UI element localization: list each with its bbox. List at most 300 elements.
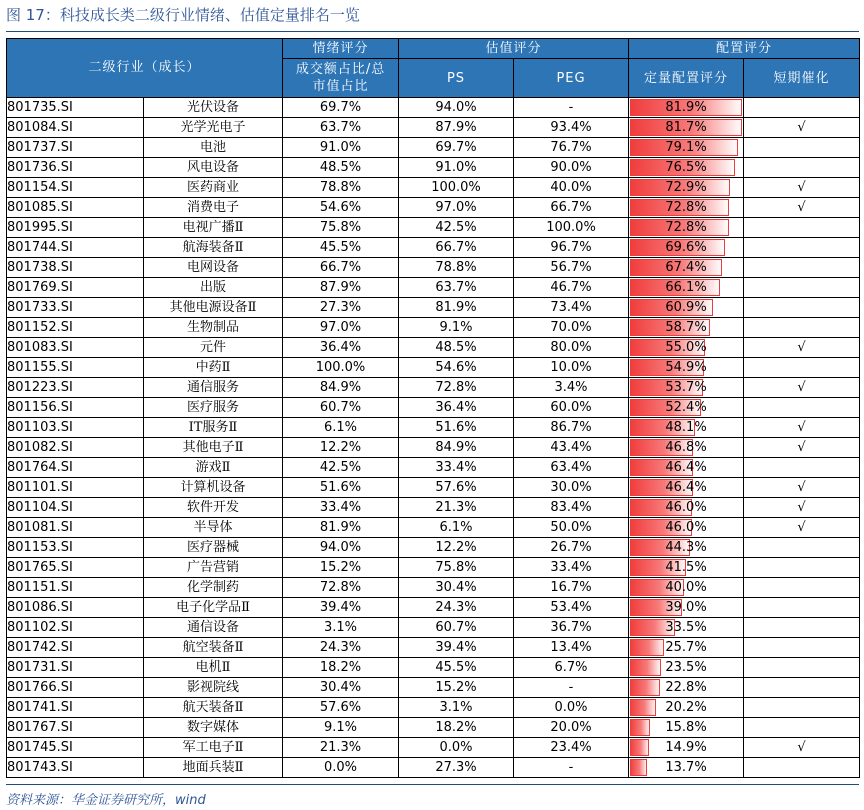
turnover-ratio: 12.2% xyxy=(283,438,399,458)
table-row xyxy=(7,678,860,698)
turnover-ratio: 51.6% xyxy=(283,478,399,498)
industry-name: 军工电子Ⅱ xyxy=(144,738,283,758)
industry-code: 801085.SI xyxy=(7,198,144,218)
industry-code: 801769.SI xyxy=(7,278,144,298)
score-value: 72.8% xyxy=(665,219,707,235)
industry-name: 电机Ⅱ xyxy=(144,658,283,678)
quant-score xyxy=(629,198,744,218)
table-row xyxy=(7,458,860,478)
score-bar xyxy=(630,759,647,776)
industry-code: 801738.SI xyxy=(7,258,144,278)
industry-name: 电子化学品Ⅱ xyxy=(144,598,283,618)
table-row xyxy=(7,238,860,258)
turnover-ratio: 42.5% xyxy=(283,458,399,478)
score-value: 15.8% xyxy=(665,719,707,735)
industry-name: 航海装备Ⅱ xyxy=(144,238,283,258)
score-value: 25.7% xyxy=(665,639,707,655)
industry-name: 航空装备Ⅱ xyxy=(144,638,283,658)
catalyst-header: 短期催化 xyxy=(744,59,860,98)
peg-score: 26.7% xyxy=(514,538,629,558)
table-row xyxy=(7,118,860,138)
ps-score: 6.1% xyxy=(399,518,514,538)
quant-score xyxy=(629,458,744,478)
peg-score: - xyxy=(514,98,629,118)
catalyst-mark: √ xyxy=(744,418,860,438)
catalyst-mark xyxy=(744,698,860,718)
peg-score: 36.7% xyxy=(514,618,629,638)
peg-score: 13.4% xyxy=(514,638,629,658)
turnover-ratio: 9.1% xyxy=(283,718,399,738)
turnover-ratio: 6.1% xyxy=(283,418,399,438)
ps-score: 42.5% xyxy=(399,218,514,238)
turnover-ratio: 27.3% xyxy=(283,298,399,318)
table-row xyxy=(7,218,860,238)
ps-score: 78.8% xyxy=(399,258,514,278)
catalyst-mark xyxy=(744,238,860,258)
peg-score: 93.4% xyxy=(514,118,629,138)
peg-score: 33.4% xyxy=(514,558,629,578)
industry-name: 出版 xyxy=(144,278,283,298)
industry-code: 801745.SI xyxy=(7,738,144,758)
peg-score: 43.4% xyxy=(514,438,629,458)
catalyst-mark: √ xyxy=(744,478,860,498)
peg-score: 56.7% xyxy=(514,258,629,278)
table-row xyxy=(7,258,860,278)
industry-name: 地面兵装Ⅱ xyxy=(144,758,283,778)
quant-score xyxy=(629,218,744,238)
quant-score xyxy=(629,558,744,578)
quant-score xyxy=(629,338,744,358)
ps-score: 94.0% xyxy=(399,98,514,118)
ps-score: 21.3% xyxy=(399,498,514,518)
industry-code: 801995.SI xyxy=(7,218,144,238)
peg-score: 16.7% xyxy=(514,578,629,598)
catalyst-mark: √ xyxy=(744,118,860,138)
industry-code: 801153.SI xyxy=(7,538,144,558)
industry-code: 801086.SI xyxy=(7,598,144,618)
quant-score xyxy=(629,758,744,778)
turnover-ratio: 66.7% xyxy=(283,258,399,278)
turnover-ratio: 72.8% xyxy=(283,578,399,598)
ps-score: 3.1% xyxy=(399,698,514,718)
ps-score: 18.2% xyxy=(399,718,514,738)
table-row xyxy=(7,358,860,378)
turnover-ratio: 3.1% xyxy=(283,618,399,638)
score-value: 46.0% xyxy=(665,499,707,515)
peg-score: 86.7% xyxy=(514,418,629,438)
industry-name: 电视广播Ⅱ xyxy=(144,218,283,238)
turnover-ratio: 97.0% xyxy=(283,318,399,338)
peg-score: 6.7% xyxy=(514,658,629,678)
quant-score xyxy=(629,698,744,718)
peg-score: 53.4% xyxy=(514,598,629,618)
score-value: 54.9% xyxy=(665,359,707,375)
turnover-ratio: 15.2% xyxy=(283,558,399,578)
ps-score: 24.3% xyxy=(399,598,514,618)
ps-score: 54.6% xyxy=(399,358,514,378)
catalyst-mark xyxy=(744,258,860,278)
turnover-ratio: 57.6% xyxy=(283,698,399,718)
quant-score xyxy=(629,478,744,498)
peg-score: 30.0% xyxy=(514,478,629,498)
industry-name: IT服务Ⅱ xyxy=(144,418,283,438)
ps-header: PS xyxy=(399,59,514,98)
table-row xyxy=(7,658,860,678)
peg-score: 100.0% xyxy=(514,218,629,238)
peg-score: - xyxy=(514,758,629,778)
industry-code: 801081.SI xyxy=(7,518,144,538)
turnover-ratio: 63.7% xyxy=(283,118,399,138)
quant-score xyxy=(629,278,744,298)
score-value: 41.5% xyxy=(665,559,707,575)
industry-name: 风电设备 xyxy=(144,158,283,178)
quant-score xyxy=(629,738,744,758)
table-body xyxy=(7,98,860,778)
quant-score xyxy=(629,398,744,418)
industry-name: 其他电子Ⅱ xyxy=(144,438,283,458)
catalyst-mark: √ xyxy=(744,738,860,758)
turnover-ratio-header: 成交额占比/总市值占比 xyxy=(283,59,399,98)
score-value: 53.7% xyxy=(665,379,707,395)
quant-score xyxy=(629,378,744,398)
table-row xyxy=(7,438,860,458)
quant-score xyxy=(629,178,744,198)
turnover-ratio: 75.8% xyxy=(283,218,399,238)
catalyst-mark xyxy=(744,658,860,678)
industry-name: 中药Ⅱ xyxy=(144,358,283,378)
table-row xyxy=(7,538,860,558)
turnover-ratio: 94.0% xyxy=(283,538,399,558)
config-group-header: 配置评分 xyxy=(629,39,860,59)
quant-score xyxy=(629,238,744,258)
ps-score: 0.0% xyxy=(399,738,514,758)
peg-score: - xyxy=(514,678,629,698)
score-value: 76.5% xyxy=(665,159,707,175)
peg-header: PEG xyxy=(514,59,629,98)
industry-name: 光学光电子 xyxy=(144,118,283,138)
table-row xyxy=(7,758,860,778)
ps-score: 84.9% xyxy=(399,438,514,458)
industry-code: 801155.SI xyxy=(7,358,144,378)
table-row xyxy=(7,378,860,398)
score-value: 81.7% xyxy=(665,119,707,135)
ps-score: 60.7% xyxy=(399,618,514,638)
catalyst-mark xyxy=(744,618,860,638)
quant-score xyxy=(629,358,744,378)
catalyst-mark: √ xyxy=(744,178,860,198)
turnover-ratio: 60.7% xyxy=(283,398,399,418)
catalyst-mark xyxy=(744,758,860,778)
industry-code: 801765.SI xyxy=(7,558,144,578)
score-value: 46.4% xyxy=(665,459,707,475)
industry-code: 801736.SI xyxy=(7,158,144,178)
catalyst-mark xyxy=(744,558,860,578)
quant-score xyxy=(629,678,744,698)
table-row xyxy=(7,398,860,418)
score-value: 60.9% xyxy=(665,299,707,315)
industry-code: 801156.SI xyxy=(7,398,144,418)
industry-name: 光伏设备 xyxy=(144,98,283,118)
industry-code: 801731.SI xyxy=(7,658,144,678)
turnover-ratio: 24.3% xyxy=(283,638,399,658)
industry-code: 801741.SI xyxy=(7,698,144,718)
peg-score: 66.7% xyxy=(514,198,629,218)
industry-name: 通信服务 xyxy=(144,378,283,398)
peg-score: 73.4% xyxy=(514,298,629,318)
ps-score: 75.8% xyxy=(399,558,514,578)
industry-name: 医疗服务 xyxy=(144,398,283,418)
industry-name: 航天装备Ⅱ xyxy=(144,698,283,718)
table-row xyxy=(7,618,860,638)
turnover-ratio: 91.0% xyxy=(283,138,399,158)
industry-code: 801223.SI xyxy=(7,378,144,398)
ps-score: 30.4% xyxy=(399,578,514,598)
industry-name: 其他电源设备Ⅱ xyxy=(144,298,283,318)
peg-score: 20.0% xyxy=(514,718,629,738)
ps-score: 33.4% xyxy=(399,458,514,478)
industry-code: 801103.SI xyxy=(7,418,144,438)
table-row xyxy=(7,638,860,658)
industry-code: 801084.SI xyxy=(7,118,144,138)
catalyst-mark: √ xyxy=(744,378,860,398)
peg-score: 90.0% xyxy=(514,158,629,178)
catalyst-mark xyxy=(744,678,860,698)
industry-name: 医药商业 xyxy=(144,178,283,198)
industry-name: 通信设备 xyxy=(144,618,283,638)
peg-score: 96.7% xyxy=(514,238,629,258)
quant-score xyxy=(629,158,744,178)
peg-score: 0.0% xyxy=(514,698,629,718)
industry-code: 801733.SI xyxy=(7,298,144,318)
table-row xyxy=(7,338,860,358)
peg-score: 3.4% xyxy=(514,378,629,398)
industry-code: 801102.SI xyxy=(7,618,144,638)
quant-score xyxy=(629,658,744,678)
catalyst-mark xyxy=(744,638,860,658)
valuation-group-header: 估值评分 xyxy=(399,39,629,59)
table-row xyxy=(7,178,860,198)
catalyst-mark xyxy=(744,458,860,478)
catalyst-mark: √ xyxy=(744,198,860,218)
turnover-ratio: 48.5% xyxy=(283,158,399,178)
industry-code: 801742.SI xyxy=(7,638,144,658)
industry-name: 游戏Ⅱ xyxy=(144,458,283,478)
industry-code: 801082.SI xyxy=(7,438,144,458)
catalyst-mark xyxy=(744,358,860,378)
figure-title: 图 17：科技成长类二级行业情绪、估值定量排名一览 xyxy=(6,6,360,24)
industry-name: 化学制药 xyxy=(144,578,283,598)
score-value: 48.1% xyxy=(665,419,707,435)
industry-name: 电池 xyxy=(144,138,283,158)
industry-code: 801766.SI xyxy=(7,678,144,698)
sentiment-group-header: 情绪评分 xyxy=(283,39,399,59)
industry-name: 数字媒体 xyxy=(144,718,283,738)
score-value: 81.9% xyxy=(665,99,707,115)
turnover-ratio: 81.9% xyxy=(283,518,399,538)
ps-score: 51.6% xyxy=(399,418,514,438)
catalyst-mark xyxy=(744,578,860,598)
quant-score xyxy=(629,418,744,438)
ps-score: 81.9% xyxy=(399,298,514,318)
quant-score xyxy=(629,618,744,638)
catalyst-mark xyxy=(744,598,860,618)
turnover-ratio: 84.9% xyxy=(283,378,399,398)
industry-name: 医疗器械 xyxy=(144,538,283,558)
ps-score: 45.5% xyxy=(399,658,514,678)
table-row xyxy=(7,318,860,338)
peg-score: 10.0% xyxy=(514,358,629,378)
peg-score: 50.0% xyxy=(514,518,629,538)
catalyst-mark: √ xyxy=(744,338,860,358)
ps-score: 97.0% xyxy=(399,198,514,218)
catalyst-mark xyxy=(744,218,860,238)
score-value: 79.1% xyxy=(665,139,707,155)
table-row xyxy=(7,298,860,318)
quant-score xyxy=(629,118,744,138)
industry-code: 801744.SI xyxy=(7,238,144,258)
catalyst-mark xyxy=(744,318,860,338)
source-note: 资料来源：华金证券研究所，wind xyxy=(6,793,206,808)
score-bar xyxy=(630,679,660,696)
peg-score: 83.4% xyxy=(514,498,629,518)
header-row-groups xyxy=(7,39,860,59)
score-value: 46.0% xyxy=(665,519,707,535)
ps-score: 72.8% xyxy=(399,378,514,398)
table-row xyxy=(7,498,860,518)
ps-score: 48.5% xyxy=(399,338,514,358)
ps-score: 57.6% xyxy=(399,478,514,498)
turnover-ratio: 0.0% xyxy=(283,758,399,778)
catalyst-mark: √ xyxy=(744,438,860,458)
table-row xyxy=(7,98,860,118)
ps-score: 87.9% xyxy=(399,118,514,138)
table-row xyxy=(7,738,860,758)
score-bar xyxy=(630,659,661,676)
score-value: 46.8% xyxy=(665,439,707,455)
table-row xyxy=(7,478,860,498)
turnover-ratio: 78.8% xyxy=(283,178,399,198)
industry-name: 计算机设备 xyxy=(144,478,283,498)
table-row xyxy=(7,718,860,738)
industry-code: 801152.SI xyxy=(7,318,144,338)
industry-name: 消费电子 xyxy=(144,198,283,218)
industry-code: 801767.SI xyxy=(7,718,144,738)
score-value: 55.0% xyxy=(665,339,707,355)
ps-score: 39.4% xyxy=(399,638,514,658)
quant-score xyxy=(629,318,744,338)
score-bar xyxy=(630,719,650,736)
peg-score: 40.0% xyxy=(514,178,629,198)
quant-score xyxy=(629,578,744,598)
score-value: 67.4% xyxy=(665,259,707,275)
ps-score: 27.3% xyxy=(399,758,514,778)
score-value: 40.0% xyxy=(665,579,707,595)
industry-code: 801154.SI xyxy=(7,178,144,198)
table-row xyxy=(7,198,860,218)
peg-score: 46.7% xyxy=(514,278,629,298)
score-bar xyxy=(630,739,649,756)
quant-score xyxy=(629,438,744,458)
ps-score: 100.0% xyxy=(399,178,514,198)
peg-score: 23.4% xyxy=(514,738,629,758)
quant-score xyxy=(629,498,744,518)
turnover-ratio: 18.2% xyxy=(283,658,399,678)
catalyst-mark xyxy=(744,138,860,158)
quant-score xyxy=(629,258,744,278)
peg-score: 70.0% xyxy=(514,318,629,338)
table-row xyxy=(7,418,860,438)
turnover-ratio: 45.5% xyxy=(283,238,399,258)
score-value: 14.9% xyxy=(665,739,707,755)
industry-code: 801083.SI xyxy=(7,338,144,358)
catalyst-mark xyxy=(744,298,860,318)
score-value: 72.8% xyxy=(665,199,707,215)
score-value: 39.0% xyxy=(665,599,707,615)
score-value: 33.5% xyxy=(665,619,707,635)
catalyst-mark xyxy=(744,538,860,558)
score-value: 20.2% xyxy=(665,699,707,715)
industry-code: 801151.SI xyxy=(7,578,144,598)
title-divider xyxy=(6,31,859,32)
peg-score: 63.4% xyxy=(514,458,629,478)
table-row xyxy=(7,698,860,718)
industry-code: 801101.SI xyxy=(7,478,144,498)
quant-score xyxy=(629,538,744,558)
industry-name: 半导体 xyxy=(144,518,283,538)
industry-name: 元件 xyxy=(144,338,283,358)
industry-code: 801735.SI xyxy=(7,98,144,118)
catalyst-mark xyxy=(744,718,860,738)
score-value: 72.9% xyxy=(665,179,707,195)
table-row xyxy=(7,518,860,538)
catalyst-mark: √ xyxy=(744,518,860,538)
turnover-ratio: 69.7% xyxy=(283,98,399,118)
industry-code: 801743.SI xyxy=(7,758,144,778)
ps-score: 63.7% xyxy=(399,278,514,298)
score-value: 23.5% xyxy=(665,659,707,675)
score-value: 66.1% xyxy=(665,279,707,295)
industry-name: 影视院线 xyxy=(144,678,283,698)
turnover-ratio: 33.4% xyxy=(283,498,399,518)
ps-score: 91.0% xyxy=(399,158,514,178)
peg-score: 80.0% xyxy=(514,338,629,358)
table-row xyxy=(7,598,860,618)
turnover-ratio: 21.3% xyxy=(283,738,399,758)
peg-score: 60.0% xyxy=(514,398,629,418)
score-value: 22.8% xyxy=(665,679,707,695)
score-value: 13.7% xyxy=(665,759,707,775)
ps-score: 12.2% xyxy=(399,538,514,558)
score-value: 52.4% xyxy=(665,399,707,415)
quant-score xyxy=(629,638,744,658)
industry-name: 软件开发 xyxy=(144,498,283,518)
table-row xyxy=(7,138,860,158)
catalyst-mark xyxy=(744,98,860,118)
catalyst-mark xyxy=(744,278,860,298)
catalyst-mark xyxy=(744,398,860,418)
quant-score xyxy=(629,718,744,738)
table-row xyxy=(7,558,860,578)
turnover-ratio: 54.6% xyxy=(283,198,399,218)
industry-code: 801104.SI xyxy=(7,498,144,518)
score-value: 69.6% xyxy=(665,239,707,255)
industry-name: 广告营销 xyxy=(144,558,283,578)
table-row xyxy=(7,578,860,598)
industry-name: 生物制品 xyxy=(144,318,283,338)
table-row xyxy=(7,278,860,298)
score-bar xyxy=(630,699,656,716)
ps-score: 36.4% xyxy=(399,398,514,418)
